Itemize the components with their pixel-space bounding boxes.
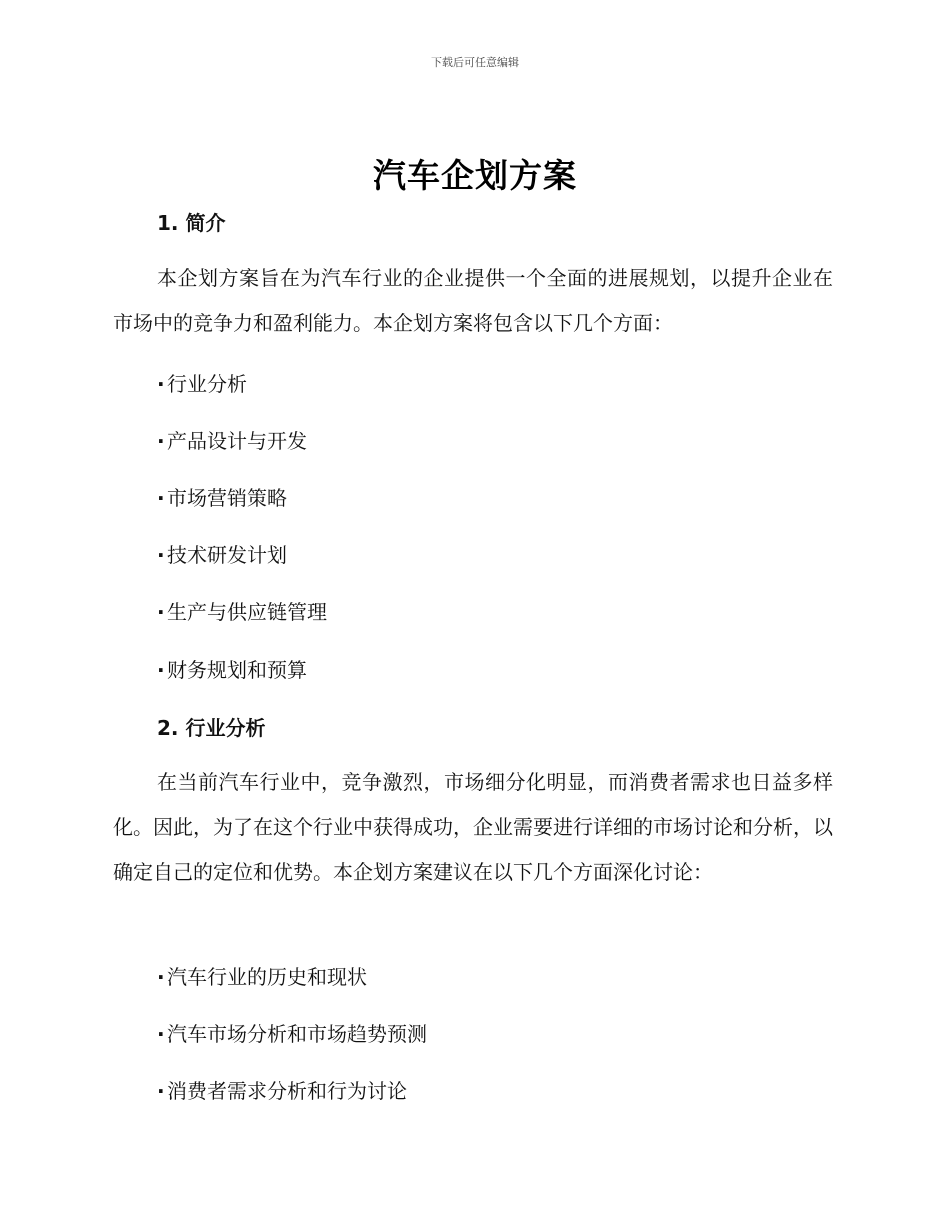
industry-analysis-paragraph: 在当前汽车行业中，竞争激烈，市场细分化明显，而消费者需求也日益多样化。因此，为了在这个行业中获得成功，企业需要进行详细的市场讨论和分析，以确定自己的定位和优势。本企划方案建议在以下几个方面深化讨论：	[113, 770, 833, 884]
bullet-marker: ·	[157, 658, 165, 682]
list-item	[157, 368, 247, 397]
list-item-text: 汽车行业的历史和现状	[167, 965, 367, 989]
bullet-marker: ·	[157, 1079, 165, 1103]
bullet-marker: ·	[157, 1022, 165, 1046]
bullet-marker: ·	[157, 965, 165, 989]
list-item-text: 财务规划和预算	[167, 658, 307, 682]
bullet-marker: ·	[157, 600, 165, 624]
list-item	[157, 425, 307, 454]
list-item	[157, 654, 307, 683]
list-item	[157, 482, 287, 511]
list-item-text: 消费者需求分析和行为讨论	[167, 1079, 407, 1103]
list-item-text: 生产与供应链管理	[167, 600, 327, 624]
list-item-text: 市场营销策略	[167, 486, 287, 510]
list-item	[157, 1075, 407, 1104]
list-item	[157, 596, 327, 625]
list-item-text: 汽车市场分析和市场趋势预测	[167, 1022, 427, 1046]
list-item	[157, 961, 367, 990]
list-item	[157, 1018, 427, 1047]
bullet-marker: ·	[157, 372, 165, 396]
section-heading-industry-analysis: 2. 行业分析	[157, 716, 266, 740]
list-item-text: 产品设计与开发	[167, 429, 307, 453]
list-item-text: 行业分析	[167, 372, 247, 396]
page-header-note: 下载后可任意编辑	[431, 56, 519, 69]
list-item	[157, 539, 287, 568]
bullet-marker: ·	[157, 543, 165, 567]
bullet-marker: ·	[157, 486, 165, 510]
intro-paragraph: 本企划方案旨在为汽车行业的企业提供一个全面的进展规划，以提升企业在市场中的竞争力和盈利能力。本企划方案将包含以下几个方面：	[113, 266, 833, 335]
bullet-marker: ·	[157, 429, 165, 453]
list-item-text: 技术研发计划	[167, 543, 287, 567]
document-title: 汽车企划方案	[373, 156, 577, 195]
section-heading-intro: 1. 简介	[157, 211, 226, 235]
